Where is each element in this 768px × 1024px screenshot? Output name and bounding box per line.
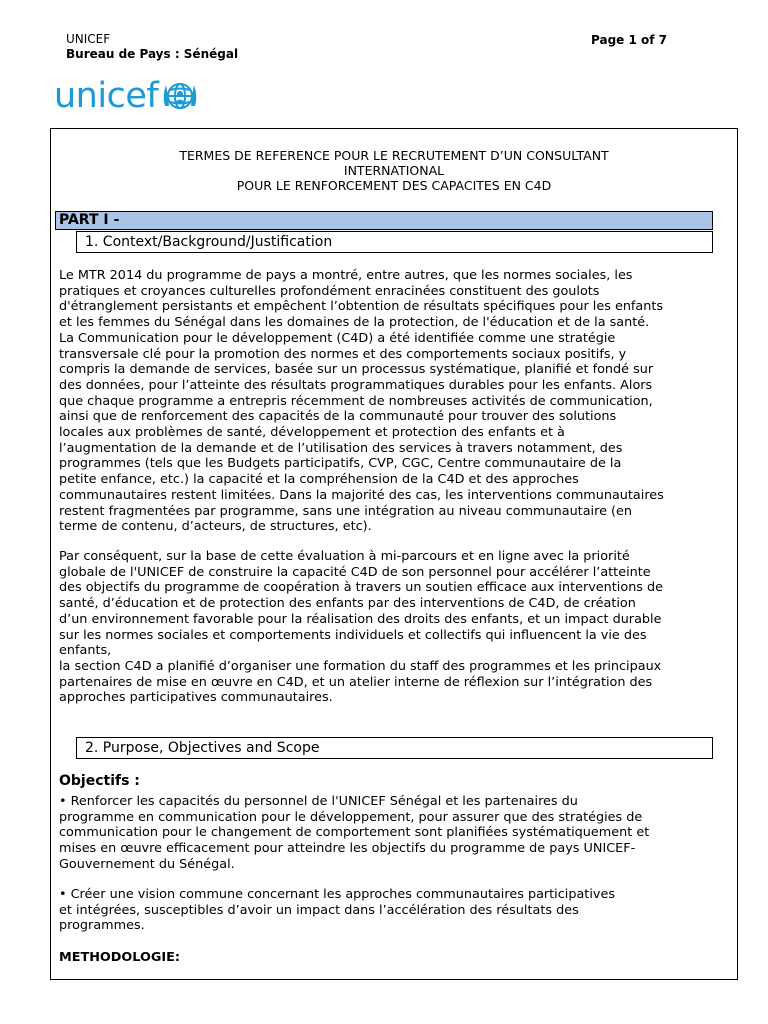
paragraph-line: et les femmes du Sénégal dans les domaines de la protection, de l'éducation et de la santé. (59, 315, 650, 331)
document-header (66, 32, 238, 62)
page-number: Page 1 of 7 (591, 33, 667, 47)
paragraph-line: ainsi que de renforcement des capacités de la communauté pour trouver des solutions (59, 409, 617, 425)
paragraph-line: terme de contenu, d’acteurs, de structures, etc). (59, 519, 372, 535)
objective-bullet-2 (59, 887, 733, 934)
paragraph-line: d'étranglement persistants et empêchent l’obtention de résultats spécifiques pour les enfants (59, 299, 664, 315)
methodology-title: METHODOLOGIE: (59, 950, 180, 965)
document-title (50, 148, 738, 193)
title-line-2: INTERNATIONAL (343, 163, 445, 178)
title-line-3: POUR LE RENFORCEMENT DES CAPACITES EN C4D (236, 178, 552, 193)
paragraph-line: que chaque programme a entrepris récemment de nombreuses activités de communication, (59, 393, 653, 409)
objective-bullet-1 (59, 794, 733, 873)
header-org: UNICEF (66, 32, 111, 46)
unicef-logo (54, 76, 200, 116)
header-bureau: Bureau de Pays : Sénégal (66, 47, 239, 61)
paragraph-line: enfants, (59, 643, 112, 659)
paragraph-line: l’augmentation de la demande et de l’utilisation des services à travers notamment, des (59, 440, 623, 456)
paragraph-line: La Communication pour le développement (C4D) a été identifiée comme une stratégie (59, 330, 616, 346)
paragraph-line: programmes (tels que les Budgets participatifs, CVP, CGC, Centre communautaire de la (59, 456, 622, 472)
context-paragraph (59, 268, 733, 535)
paragraph-line: programme en communication pour le développement, pour assurer que des stratégies de (59, 809, 643, 825)
paragraph-line: communication pour le changement de comportement sont planifiées systématiquement et (59, 825, 650, 841)
paragraph-line: compris la demande de services, basée sur un processus systématique, planifié et fondé sur (59, 362, 654, 378)
title-line-1: TERMES DE REFERENCE POUR LE RECRUTEMENT D’UN CONSULTANT (179, 148, 609, 163)
objectives-title: Objectifs : (59, 773, 140, 789)
paragraph-line: et intégrées, susceptibles d’avoir un impact dans l’accélération des résultats des (59, 902, 579, 918)
paragraph-line: locales aux problèmes de santé, développement et protection des enfants et à (59, 425, 565, 441)
paragraph-line: la section C4D a planifié d’organiser une formation du staff des programmes et les principaux (59, 658, 662, 674)
unicef-globe-icon (160, 76, 200, 116)
logo-wordmark: unicef (54, 76, 159, 116)
paragraph-line: communautaires restent limitées. Dans la majorité des cas, les interventions communautaires (59, 487, 664, 503)
paragraph-line: • Renforcer les capacités du personnel de l'UNICEF Sénégal et les partenaires du (59, 794, 578, 809)
paragraph-line: partenaires de mise en œuvre en C4D, et un atelier interne de réflexion sur l’intégration des (59, 674, 653, 690)
paragraph-line: globale de l'UNICEF de construire la capacité C4D de son personnel pour accélérer l’atteinte (59, 564, 651, 580)
part-heading: PART I - (55, 211, 713, 230)
paragraph-line: approches participatives communautaires. (59, 690, 333, 706)
paragraph-line: restent fragmentées par programme, sans une intégration au niveau communautaire (en (59, 503, 632, 519)
paragraph-line: santé, d’éducation et de protection des enfants par des interventions de C4D, de création (59, 596, 636, 612)
paragraph-line: mises en œuvre efficacement pour atteindre les objectifs du programme de pays UNICEF- (59, 841, 636, 857)
paragraph-line: transversale clé pour la promotion des normes et des comportements sociaux positifs, y (59, 346, 627, 362)
paragraph-line: petite enfance, etc.) la capacité et la compréhension de la C4D et des approches (59, 472, 579, 488)
paragraph-line: Le MTR 2014 du programme de pays a montré, entre autres, que les normes sociales, les (59, 268, 633, 283)
paragraph-line: des objectifs du programme de coopération à travers un soutien efficace aux interventions de (59, 580, 664, 596)
paragraph-line: pratiques et croyances culturelles profondément enracinées constituent des goulots (59, 283, 600, 299)
paragraph-line: d’un environnement favorable pour la réalisation des droits des enfants, et un impact durable (59, 611, 662, 627)
paragraph-line: des données, pour l’atteinte des résultats programmatiques durables pour les enfants. Alors (59, 377, 653, 393)
paragraph-line: sur les normes sociales et comportements individuels et collectifs qui influencent la vie des (59, 627, 647, 643)
consequence-paragraph (59, 549, 733, 706)
paragraph-line: Par conséquent, sur la base de cette évaluation à mi-parcours et en ligne avec la priorité (59, 549, 630, 564)
section-1-heading: 1. Context/Background/Justification (76, 231, 713, 253)
paragraph-line: • Créer une vision commune concernant les approches communautaires participatives (59, 887, 615, 902)
section-2-heading: 2. Purpose, Objectives and Scope (76, 737, 713, 759)
paragraph-line: programmes. (59, 918, 145, 934)
paragraph-line: Gouvernement du Sénégal. (59, 856, 235, 872)
